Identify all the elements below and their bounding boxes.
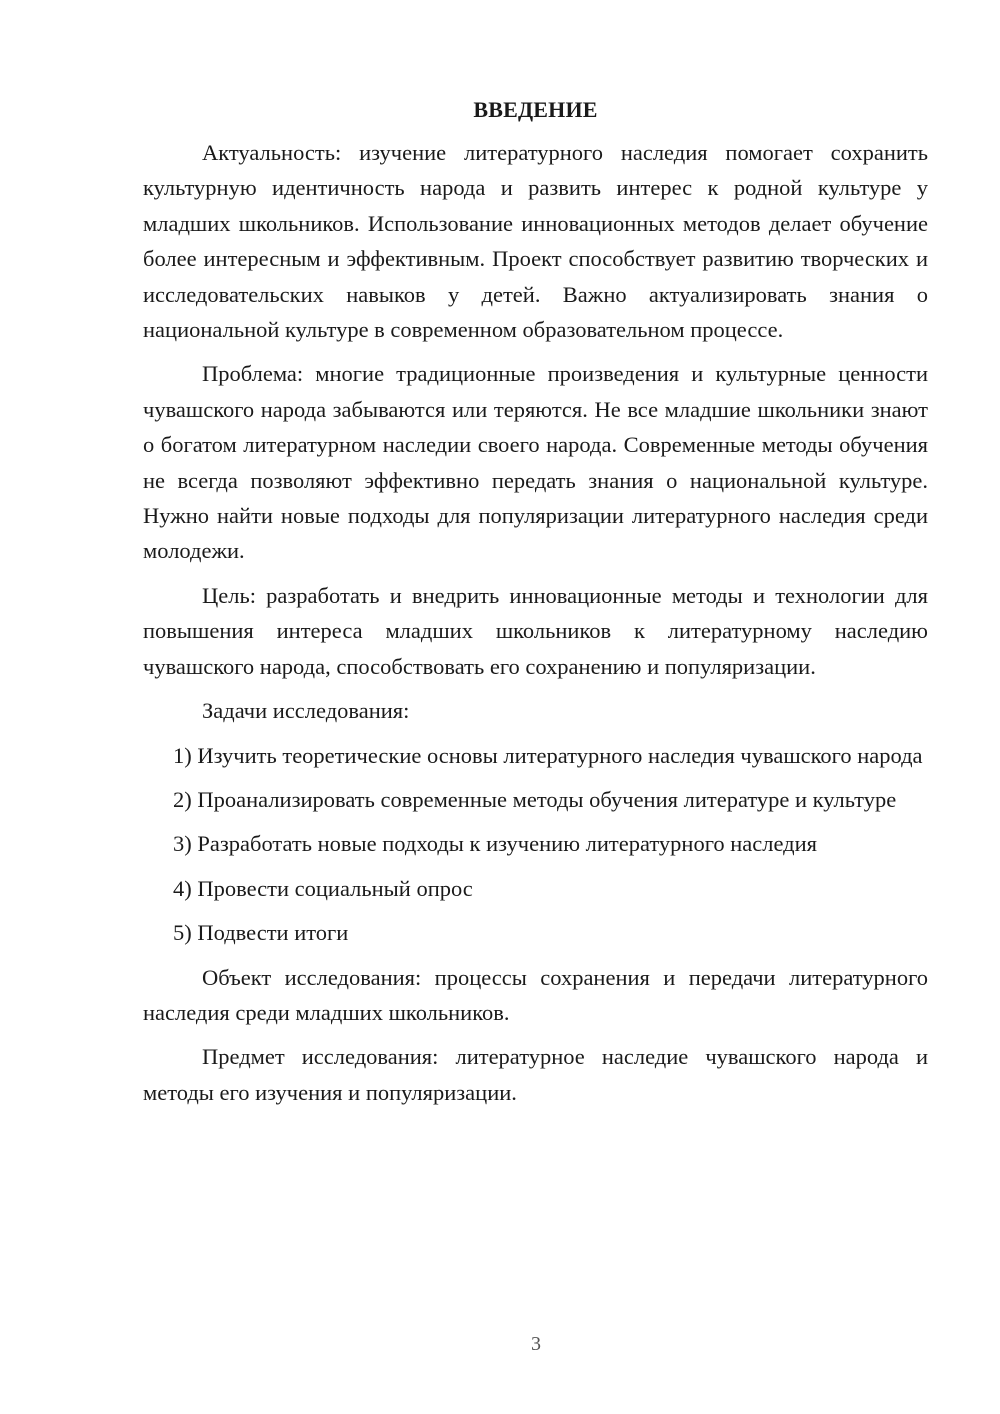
document-title: ВВЕДЕНИЕ: [473, 97, 598, 122]
task-item: 5) Подвести итоги: [173, 920, 349, 946]
task-item: 1) Изучить теоретические основы литературного наследия чувашского народа: [173, 742, 923, 768]
task-item: 4) Провести социальный опрос: [173, 875, 473, 901]
goal-paragraph: Цель: разработать и внедрить инновационные методы и технологии для повышения интереса младших школьников к литературному наследию чувашского народа, способствовать его сохранению и популяризации.: [143, 582, 928, 679]
relevance-paragraph: Актуальность: изучение литературного наследия помогает сохранить культурную идентичность народа и развить интерес к родной культуре у младших школьников. Использование инновационных методов делает обучение более интересным и эффективным. Проект способствует развитию творческих и исследовательских навыков у детей. Важно актуализировать знания о национальной культуре в современном образовательном процессе.: [143, 140, 928, 343]
problem-paragraph: Проблема: многие традиционные произведения и культурные ценности чувашского народа забываются или теряются. Не все младшие школьники знают о богатом литературном наследии своего народа. Современные методы обучения не всегда позволяют эффективно передать знания о национальной культуре. Нужно найти новые подходы для популяризации литературного наследия среди молодежи.: [143, 361, 928, 564]
tasks-heading: Задачи исследования:: [202, 698, 410, 724]
tasks-list: [143, 738, 928, 951]
object-paragraph: Объект исследования: процессы сохранения и передачи литературного наследия среди младших школьников.: [143, 964, 928, 1025]
task-item: 3) Разработать новые подходы к изучению литературного наследия: [173, 831, 818, 857]
task-item: 2) Проанализировать современные методы обучения литературе и культуре: [173, 786, 897, 812]
document-page: [143, 92, 928, 1119]
page-number: 3: [531, 1333, 541, 1355]
subject-paragraph: Предмет исследования: литературное наследие чувашского народа и методы его изучения и популяризации.: [143, 1044, 928, 1105]
